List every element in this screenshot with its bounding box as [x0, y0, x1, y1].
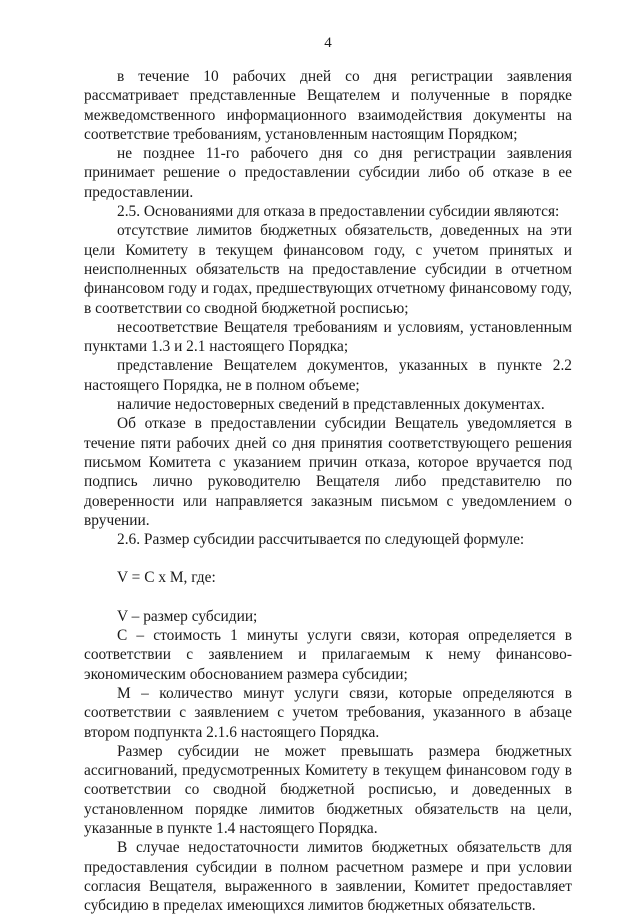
paragraph-review-term: в течение 10 рабочих дней со дня регистрации заявления рассматривает представленные Вещателем и полученные в порядке межведомственного информационного взаимодействия документы на соответствие требованиям, установленным настоящим Порядком;	[84, 68, 572, 143]
definition-v: V – размер субсидии;	[117, 607, 258, 625]
paragraph-insufficient-limits: В случае недостаточности лимитов бюджетных обязательств для предоставления субсидии в полном расчетном размере и при условии согласия Вещателя, выраженного в заявлении, Комитет предоставляет субсидию в пределах имеющихся лимитов бюджетных обязательств.	[84, 839, 572, 915]
paragraph-refusal-notification: Об отказе в предоставлении субсидии Вещатель уведомляется в течение пяти рабочих дней со дня принятия соответствующего решения письмом Комитета с указанием причин отказа, которое вручается под подпись лично руководителю Вещателя либо представителю по доверенности или направляется заказным письмом с уведомлением о вручении.	[84, 415, 572, 529]
paragraph-refusal-grounds: 2.5. Основаниями для отказа в предоставлении субсидии являются:	[117, 203, 560, 221]
paragraph-noncompliance: несоответствие Вещателя требованиям и условиям, установленным пунктами 1.3 и 2.1 настоящего Порядка;	[84, 318, 572, 356]
paragraph-decision-term: не позднее 11-го рабочего дня со дня регистрации заявления принимает решение о предоставлении субсидии либо об отказе в ее предоставлении.	[84, 145, 572, 201]
subsidy-formula: V = C x M, где:	[117, 569, 216, 587]
paragraph-subsidy-limit: Размер субсидии не может превышать размера бюджетных ассигнований, предусмотренных Комитету в текущем финансовом году в соответствии со сводной бюджетной росписью, и доведенных в установленном порядке лимитов бюджетных обязательств на цели, указанные в пункте 1.4 настоящего Порядка.	[84, 742, 572, 837]
paragraph-no-limits: отсутствие лимитов бюджетных обязательств, доведенных на эти цели Комитету в текущем финансовом году, с учетом принятых и неисполненных обязательств на предоставление субсидии в отчетном финансовом году и годах, предшествующих отчетному финансовому году, в соответствии со сводной бюджетной росписью;	[84, 222, 572, 317]
paragraph-subsidy-formula-intro: 2.6. Размер субсидии рассчитывается по следующей формуле:	[117, 531, 525, 549]
document-body	[84, 67, 572, 915]
paragraph-incomplete-documents: представление Вещателем документов, указанных в пункте 2.2 настоящего Порядка, не в полном объеме;	[84, 357, 572, 394]
definition-c: C – стоимость 1 минуты услуги связи, которая определяется в соответствии с заявлением и прилагаемым к нему финансово-экономическим обоснованием размера субсидии;	[84, 627, 572, 683]
paragraph-false-information: наличие недостоверных сведений в представленных документах.	[117, 396, 545, 414]
page-number: 4	[324, 35, 332, 51]
definition-m: M – количество минут услуги связи, которые определяются в соответствии с заявлением с учетом требования, указанного в абзаце втором подпункта 2.1.6 настоящего Порядка.	[84, 684, 572, 741]
